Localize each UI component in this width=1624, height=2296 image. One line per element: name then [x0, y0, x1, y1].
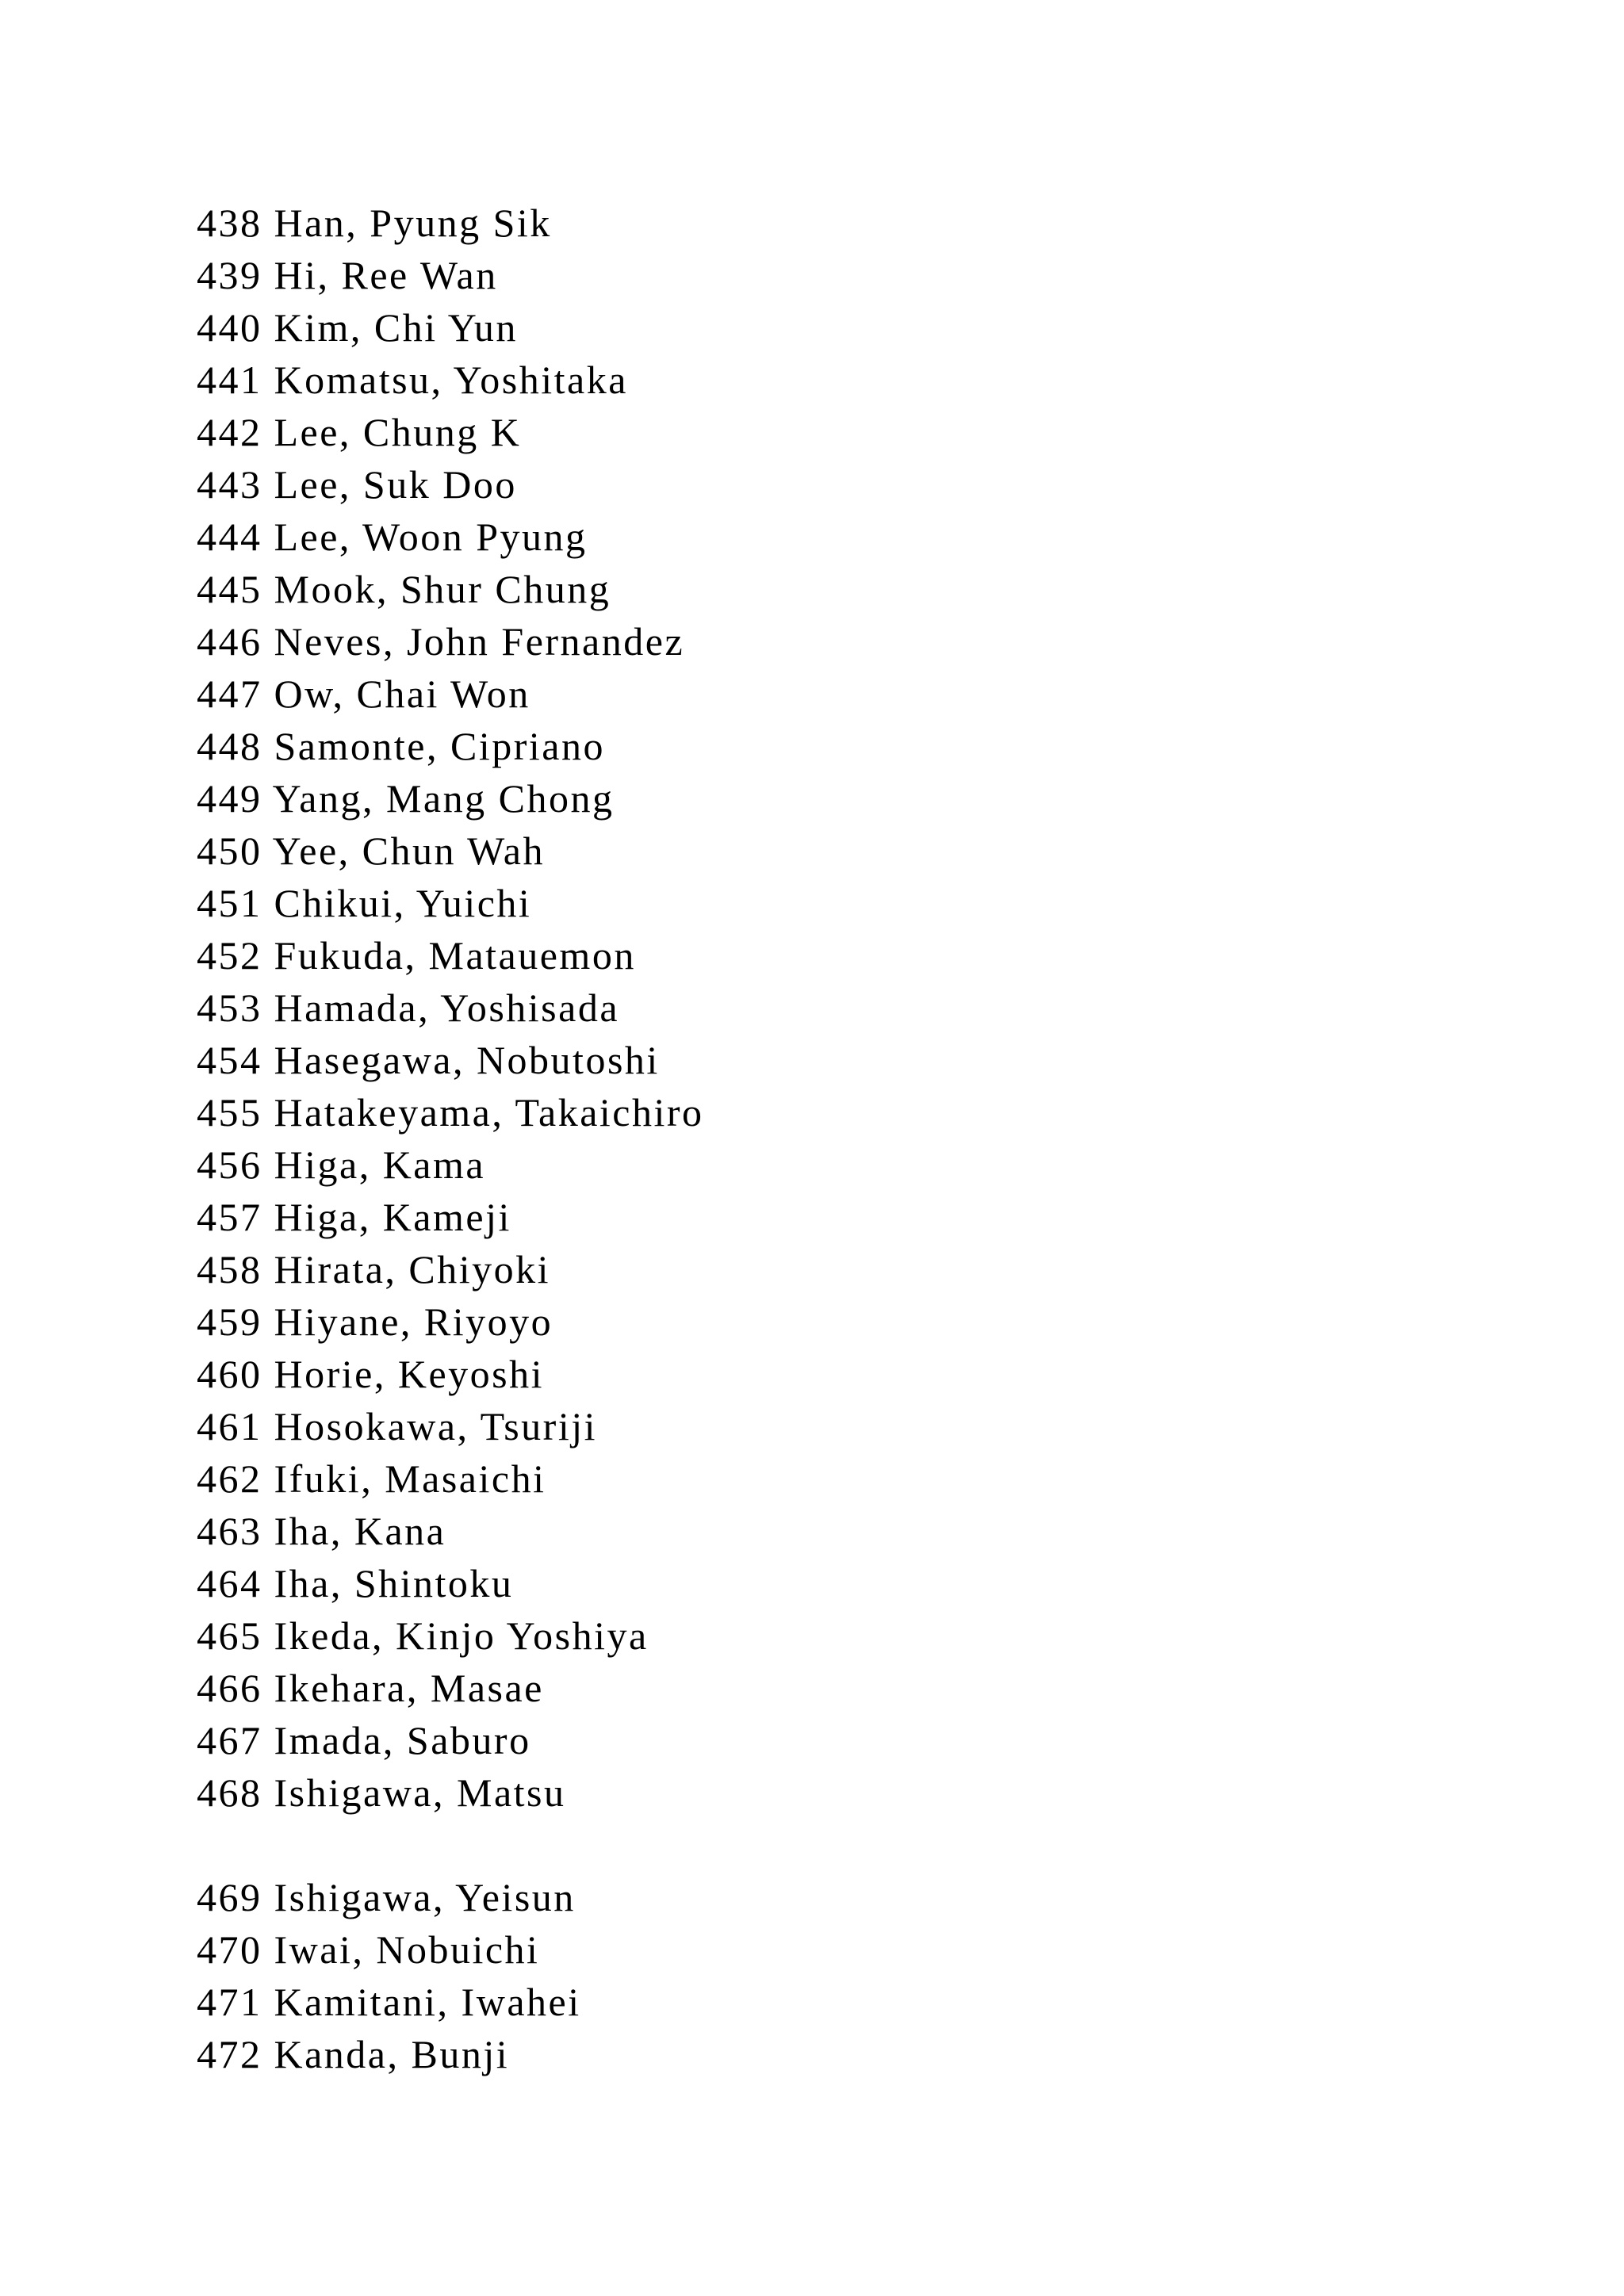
list-item: 468 Ishigawa, Matsu [197, 1770, 566, 1815]
list-item: 465 Ikeda, Kinjo Yoshiya [197, 1613, 649, 1658]
list-item: 464 Iha, Shintoku [197, 1561, 514, 1605]
list-item: 467 Imada, Saburo [197, 1718, 531, 1762]
list-item: 452 Fukuda, Matauemon [197, 933, 636, 978]
list-item: 450 Yee, Chun Wah [197, 828, 545, 873]
list-item: 440 Kim, Chi Yun [197, 305, 518, 350]
list-item: 453 Hamada, Yoshisada [197, 985, 620, 1030]
list-item: 438 Han, Pyung Sik [197, 201, 552, 245]
list-item: 443 Lee, Suk Doo [197, 462, 517, 507]
list-item: 459 Hiyane, Riyoyo [197, 1299, 553, 1344]
list-item: 444 Lee, Woon Pyung [197, 515, 588, 559]
list-item: 441 Komatsu, Yoshitaka [197, 358, 628, 402]
list-item: 445 Mook, Shur Chung [197, 567, 611, 611]
list-item: 447 Ow, Chai Won [197, 672, 530, 716]
list-item: 469 Ishigawa, Yeisun [197, 1875, 576, 1919]
list-item: 455 Hatakeyama, Takaichiro [197, 1090, 704, 1135]
list-item: 449 Yang, Mang Chong [197, 776, 615, 821]
name-list [197, 197, 704, 2080]
list-item: 461 Hosokawa, Tsuriji [197, 1404, 597, 1448]
list-item: 439 Hi, Ree Wan [197, 253, 498, 297]
list-item: 470 Iwai, Nobuichi [197, 1927, 540, 1972]
list-item: 454 Hasegawa, Nobutoshi [197, 1038, 660, 1082]
list-item: 460 Horie, Keyoshi [197, 1352, 544, 1396]
list-item: 451 Chikui, Yuichi [197, 881, 532, 925]
list-item: 472 Kanda, Bunji [197, 2032, 510, 2076]
list-item: 448 Samonte, Cipriano [197, 724, 605, 768]
list-item: 462 Ifuki, Masaichi [197, 1456, 546, 1501]
list-item: 471 Kamitani, Iwahei [197, 1980, 581, 2024]
list-item: 456 Higa, Kama [197, 1142, 486, 1187]
list-item: 463 Iha, Kana [197, 1509, 446, 1553]
list-item: 442 Lee, Chung K [197, 410, 522, 454]
list-item: 457 Higa, Kameji [197, 1195, 511, 1239]
list-item: 458 Hirata, Chiyoki [197, 1247, 551, 1292]
list-item: 446 Neves, John Fernandez [197, 619, 685, 664]
list-item: 466 Ikehara, Masae [197, 1666, 544, 1710]
